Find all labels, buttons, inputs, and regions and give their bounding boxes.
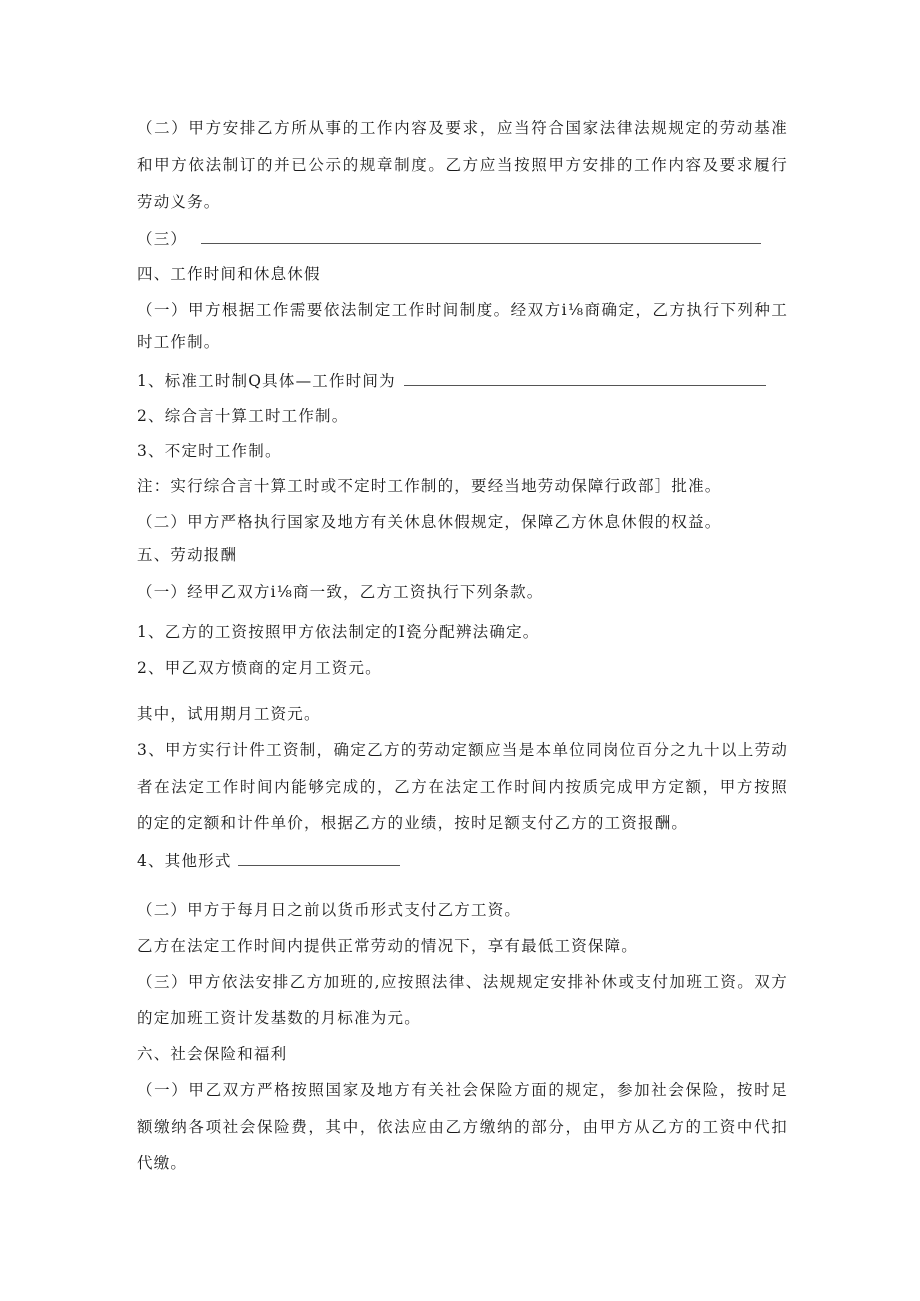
fill-in-blank[interactable]: [201, 229, 761, 244]
text-line: 1、乙方的工资按照甲方依法制定的I瓷分配辨法确定。: [137, 623, 540, 641]
text-line: （ 二 ） 甲 方 安 排 乙 方 所 从 事 的 工 作 内 容 及 要 求 ， 应 当 符 合 国 家 法 律 法 规 规 定 的 劳 动 基 准: [137, 119, 787, 137]
section-heading: 五、劳动报酬: [137, 546, 238, 564]
text-line: 的定加班工资计发基数的月标准为元。: [137, 1009, 421, 1027]
text-line: 2、综合言十算工时工作制。: [137, 407, 349, 425]
text-line: （一）经甲乙双方i⅛商一致，乙方工资执行下列条款。: [137, 583, 544, 601]
note-line: 注：实行综合言十算工时或不定时工作制的，要经当地劳动保障行政部］批准。: [137, 477, 722, 495]
text-line: 者 在 法 定 工 作 时 间 内 能 够 完 成 的 ， 乙 方 在 法 定 工 作 时 间 内 按 质 完 成 甲 方 定 额 ， 甲 方 按 照: [137, 778, 787, 796]
text-line: （二）甲方严格执行国家及地方有关休息休假规定，保障乙方休息休假的权益。: [137, 513, 722, 531]
text-line: 3、不定时工作制。: [137, 442, 282, 460]
text-line: 其中，试用期月工资元。: [137, 705, 321, 723]
text-line: 时工作制。: [137, 333, 221, 351]
text-line: [137, 851, 400, 871]
text-line: [137, 229, 761, 249]
text-line: 乙方在法定工作时间内提供正常劳动的情况下，享有最低工资保障。: [137, 937, 639, 955]
text-line: 和 甲 方 依 法 制 订 的 并 已 公 示 的 规 章 制 度 。 乙 方 应 当 按 照 甲 方 安 排 的 工 作 内 容 及 要 求 履 行: [137, 156, 787, 174]
text-line: 代缴。: [137, 1154, 188, 1172]
text-line: 3 、 甲 方 实 行 计 件 工 资 制 ， 确 定 乙 方 的 劳 动 定 额 应 当 是 本 单 位 同 岗 位 百 分 之 九 十 以 上 劳 动: [137, 741, 787, 759]
fill-in-blank[interactable]: [238, 851, 400, 866]
clause-label: 1、标准工时制Q具体—工作时间为: [137, 372, 396, 390]
fill-in-blank[interactable]: [404, 371, 766, 386]
clause-label: （三）: [137, 230, 188, 248]
clause-label: 4、其他形式: [137, 852, 232, 870]
text-line: [137, 371, 766, 391]
text-line: （ 一 ） 甲 方 根 据 工 作 需 要 依 法 制 定 工 作 时 间 制 度 。 经 双 方 i ⅛ 商 确 定 ， 乙 方 执 行 下 列 种 工: [137, 301, 787, 319]
text-line: 劳动义务。: [137, 193, 221, 211]
text-line: （ 三 ） 甲 方 依 法 安 排 乙 方 加 班 的 , 应 按 照 法 律 、 法 规 规 定 安 排 补 休 或 支 付 加 班 工 资 。 双 方: [137, 973, 787, 991]
text-line: （二）甲方于每月日之前以货币形式支付乙方工资。: [137, 901, 522, 919]
text-line: （ 一 ） 甲 乙 双 方 严 格 按 照 国 家 及 地 方 有 关 社 会 保 险 方 面 的 规 定 ， 参 加 社 会 保 险 ， 按 时 足: [137, 1081, 787, 1099]
section-heading: 四、工作时间和休息休假: [137, 265, 321, 283]
text-line: 的定的定额和计件单价，根据乙方的业绩，按时足额支付乙方的工资报酬。: [137, 814, 689, 832]
section-heading: 六、社会保险和福利: [137, 1045, 288, 1063]
text-line: 额 缴 纳 各 项 社 会 保 险 费 ， 其 中 ， 依 法 应 由 乙 方 缴 纳 的 部 分 ， 由 甲 方 从 乙 方 的 工 资 中 代 扣: [137, 1118, 787, 1136]
text-line: 2、甲乙双方愤商的定月工资元。: [137, 659, 382, 677]
